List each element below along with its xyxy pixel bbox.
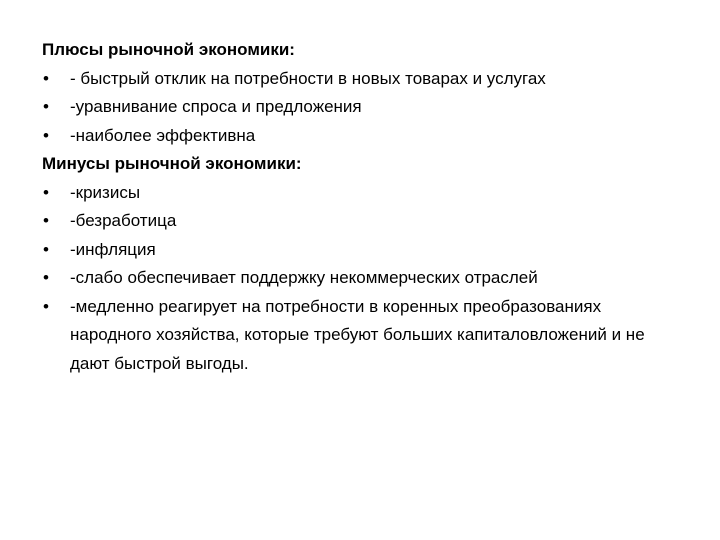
pros-list — [42, 65, 682, 151]
list-item-text: -медленно реагирует на потребности в коренных преобразованиях народного хозяйства, которые требуют больших капиталовложений и не дают быстрой выгоды. — [70, 296, 645, 373]
list-item-text: -наиболее эффективна — [70, 125, 256, 145]
bullet-icon: • — [43, 239, 49, 259]
bullet-icon: • — [43, 182, 49, 202]
list-item-text: -уравнивание спроса и предложения — [70, 97, 362, 116]
bullet-icon: • — [43, 68, 49, 88]
pros-heading: Плюсы рыночной экономики: — [42, 40, 295, 59]
bullet-icon: • — [43, 296, 49, 316]
bullet-icon: • — [43, 125, 49, 145]
list-item — [42, 293, 682, 379]
list-item-text: -безработица — [70, 211, 177, 230]
list-item-text: - быстрый отклик на потребности в новых товарах и услугах — [70, 68, 546, 88]
cons-heading: Минусы рыночной экономики: — [42, 154, 302, 173]
list-item — [42, 207, 682, 236]
slide-content — [42, 36, 682, 378]
list-item — [42, 122, 682, 151]
list-item-text: -слабо обеспечивает поддержку некоммерческих отраслей — [70, 268, 538, 287]
list-item — [42, 179, 682, 208]
list-item — [42, 93, 682, 122]
bullet-icon: • — [43, 211, 49, 230]
list-item — [42, 236, 682, 265]
bullet-icon: • — [43, 97, 49, 116]
list-item-text: -инфляция — [70, 239, 156, 259]
list-item-text: -кризисы — [70, 182, 141, 202]
bullet-icon: • — [43, 268, 49, 287]
list-item — [42, 264, 682, 293]
list-item — [42, 65, 682, 94]
cons-list — [42, 179, 682, 379]
